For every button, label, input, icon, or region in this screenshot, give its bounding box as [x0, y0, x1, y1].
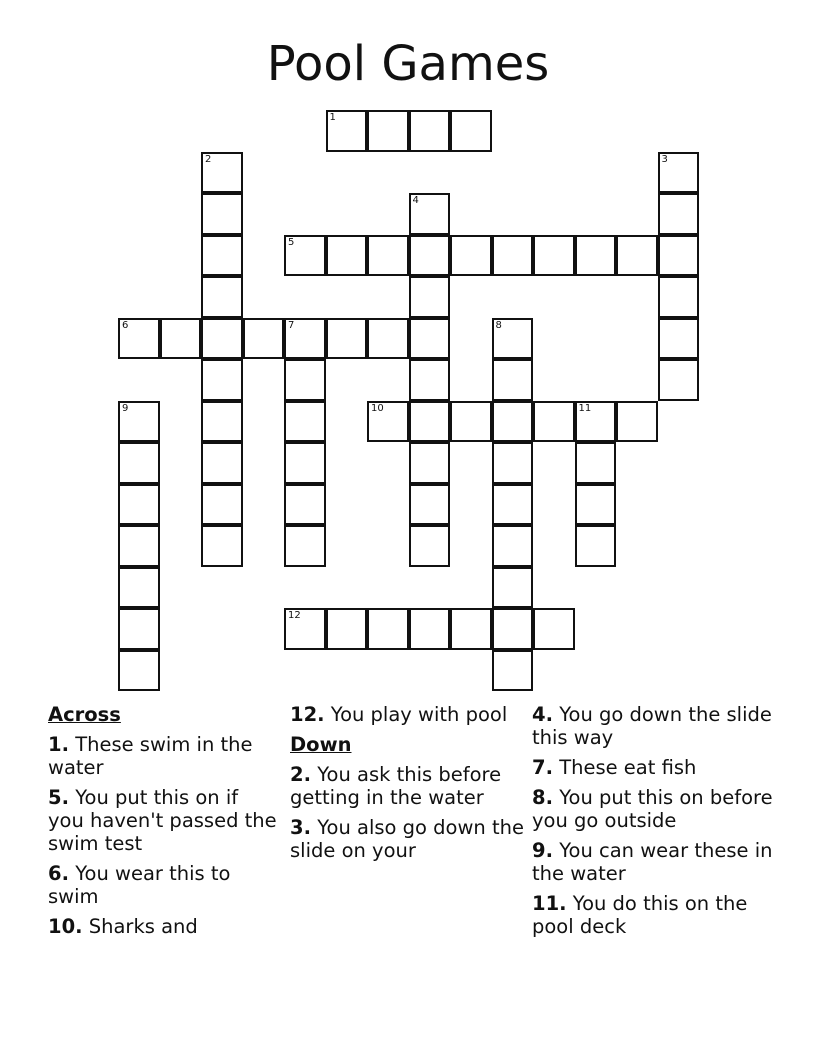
clue-down-7: 7. These eat fish	[532, 756, 697, 779]
clue-down-11: 11. You do this on the pool deck	[532, 892, 748, 938]
grid-cell[interactable]	[616, 401, 658, 443]
grid-cell[interactable]	[492, 567, 534, 609]
grid-cell[interactable]	[409, 608, 451, 650]
grid-cell[interactable]	[326, 608, 368, 650]
grid-cell[interactable]	[201, 484, 243, 526]
grid-cell[interactable]	[658, 152, 700, 194]
grid-cell[interactable]	[575, 525, 617, 567]
grid-cell[interactable]	[492, 484, 534, 526]
grid-cell[interactable]	[367, 235, 409, 277]
grid-cell[interactable]	[450, 401, 492, 443]
grid-cell[interactable]	[492, 235, 534, 277]
clue-number: 5	[288, 236, 295, 248]
grid-cell[interactable]	[367, 318, 409, 360]
grid-cell[interactable]	[118, 484, 160, 526]
grid-cell[interactable]	[409, 193, 451, 235]
clue-number: 1	[329, 112, 336, 123]
grid-cell[interactable]	[118, 608, 160, 650]
grid-cell[interactable]	[118, 525, 160, 567]
grid-cell[interactable]	[533, 608, 575, 650]
puzzle-title: Pool Games	[266, 36, 550, 92]
grid-cell[interactable]	[616, 235, 658, 277]
grid-cell[interactable]	[201, 193, 243, 235]
clue-across-10: 10. Sharks and	[48, 915, 198, 938]
clue-down-3: 3. You also go down the slide on your	[290, 816, 524, 862]
across-heading: Across	[48, 703, 121, 726]
grid-cell[interactable]	[409, 484, 451, 526]
clue-number: 8	[495, 319, 502, 331]
clue-down-9: 9. You can wear these in the water	[532, 839, 773, 885]
grid-cell[interactable]	[367, 110, 409, 152]
grid-cell[interactable]	[160, 318, 202, 360]
clue-number: 9	[122, 402, 129, 414]
grid-cell[interactable]	[326, 110, 368, 152]
grid-cell[interactable]	[284, 442, 326, 484]
clue-number: 6	[122, 319, 129, 331]
clues-column-3	[532, 703, 782, 945]
clue-across-6: 6. You wear this to swim	[48, 862, 231, 908]
grid-cell[interactable]	[201, 442, 243, 484]
grid-cell[interactable]	[118, 650, 160, 692]
clue-across-12: 12. You play with pool	[290, 703, 508, 726]
grid-cell[interactable]	[492, 650, 534, 692]
clue-down-4: 4. You go down the slide this way	[532, 703, 772, 749]
grid-cell[interactable]	[575, 235, 617, 277]
grid-cell[interactable]	[409, 359, 451, 401]
grid-cell[interactable]	[492, 318, 534, 360]
grid-cell[interactable]	[409, 235, 451, 277]
grid-cell[interactable]	[658, 318, 700, 360]
grid-cell[interactable]	[284, 359, 326, 401]
grid-cell[interactable]	[450, 110, 492, 152]
grid-cell[interactable]	[284, 484, 326, 526]
clue-number: 3	[661, 153, 668, 165]
grid-cell[interactable]	[658, 276, 700, 318]
clue-number: 11	[578, 402, 592, 414]
grid-cell[interactable]	[201, 152, 243, 194]
grid-cell[interactable]	[450, 235, 492, 277]
grid-cell[interactable]	[492, 608, 534, 650]
grid-cell[interactable]	[118, 401, 160, 443]
grid-cell[interactable]	[201, 276, 243, 318]
clue-down-2: 2. You ask this before getting in the water	[290, 763, 502, 809]
grid-cell[interactable]	[201, 235, 243, 277]
grid-cell[interactable]	[284, 235, 326, 277]
grid-cell[interactable]	[326, 318, 368, 360]
grid-cell[interactable]	[118, 318, 160, 360]
grid-cell[interactable]	[409, 110, 451, 152]
grid-cell[interactable]	[409, 276, 451, 318]
grid-cell[interactable]	[409, 442, 451, 484]
grid-cell[interactable]	[201, 318, 243, 360]
grid-cell[interactable]	[658, 235, 700, 277]
grid-cell[interactable]	[201, 401, 243, 443]
clues-column-1	[48, 703, 280, 945]
grid-cell[interactable]	[492, 359, 534, 401]
grid-cell[interactable]	[118, 442, 160, 484]
grid-cell[interactable]	[409, 318, 451, 360]
grid-cell[interactable]	[201, 525, 243, 567]
down-heading: Down	[290, 733, 352, 756]
clue-number: 2	[205, 153, 212, 165]
grid-cell[interactable]	[367, 608, 409, 650]
clue-number: 12	[288, 610, 301, 621]
grid-cell[interactable]	[575, 442, 617, 484]
grid-cell[interactable]	[284, 608, 326, 650]
clue-number: 7	[288, 319, 295, 331]
clue-across-5: 5. You put this on if you haven't passed the swim test	[48, 786, 277, 855]
grid-cell[interactable]	[492, 401, 534, 443]
grid-cell[interactable]	[658, 193, 700, 235]
grid-cell[interactable]	[284, 525, 326, 567]
grid-cell[interactable]	[533, 401, 575, 443]
grid-cell[interactable]	[284, 318, 326, 360]
grid-cell[interactable]	[450, 608, 492, 650]
clues-column-2	[290, 703, 525, 869]
grid-cell[interactable]	[575, 484, 617, 526]
clue-number: 4	[412, 195, 419, 206]
grid-cell[interactable]	[118, 567, 160, 609]
grid-cell[interactable]	[367, 401, 409, 443]
grid-cell[interactable]	[409, 401, 451, 443]
grid-cell[interactable]	[409, 525, 451, 567]
grid-cell[interactable]	[658, 359, 700, 401]
grid-cell[interactable]	[201, 359, 243, 401]
grid-cell[interactable]	[492, 442, 534, 484]
grid-cell[interactable]	[284, 401, 326, 443]
grid-cell[interactable]	[492, 525, 534, 567]
clue-across-1: 1. These swim in the water	[48, 733, 253, 779]
clue-down-8: 8. You put this on before you go outside	[532, 786, 773, 832]
grid-cell[interactable]	[326, 235, 368, 277]
grid-cell[interactable]	[243, 318, 285, 360]
clue-number: 10	[371, 402, 384, 414]
grid-cell[interactable]	[533, 235, 575, 277]
grid-cell[interactable]	[575, 401, 617, 443]
